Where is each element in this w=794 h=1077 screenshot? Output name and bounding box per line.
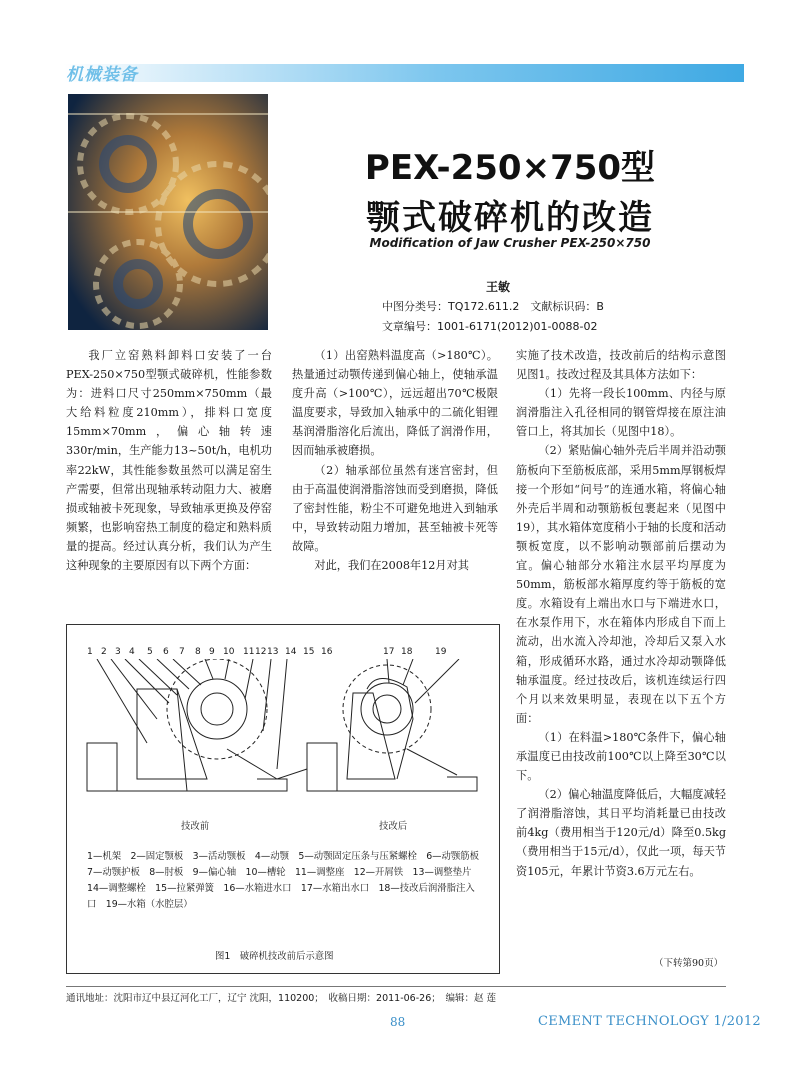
callout: 16 [321,647,333,657]
callout: 19 [435,647,447,657]
column-2 [292,346,498,575]
paragraph: （2）轴承部位虽然有迷宫密封，但由于高温使润滑脂溶蚀而受到磨损，降低了密封性能，粉尘不可避免地进入到轴承中，导致转动阻力增加，甚至轴被卡死等故障。 [292,463,498,553]
callout: 9 [209,647,215,657]
callout: 11 [243,647,255,657]
gears-image [68,94,268,330]
callout: 15 [303,647,315,657]
header-band [64,64,744,82]
callout: 6 [163,647,169,657]
callout: 10 [223,647,235,657]
paragraph: 实施了技术改造，技改前后的结构示意图见图1。技改过程及其具体方法如下： [516,349,726,382]
callout: 7 [179,647,185,657]
gears-photo [68,94,268,330]
footnote-address: 通讯地址：沈阳市辽中县辽河化工厂，辽宁 沈阳，110200； 收稿日期：2011-06-26； 编辑：赵 莲 [66,993,497,1004]
paragraph: （2）紧贴偏心轴外壳后半周并沿动颚筋板向下至筋板底部，采用5mm厚钢板焊接一个形如“问号”的连通水箱，将偏心轴外壳后半周和动颚筋板包裹起来（见图中19），其水箱体宽度稍小于轴的长度和活动颚板宽度，以不影响动颚部前后摆动为宜。偏心轴部分水箱注水层平均厚度为50mm，筋板部水箱厚度约等于筋板的宽度。水箱设有上端出水口与下端进水口，在水泵作用下，水在箱体内形成自下而上流动，出水流入冷却池，冷却后又泵入水箱，形成循环水路，通过水冷却动颚降低轴承温度。经过技改后，该机连续运行四个月以来效果明显，表现在以下五个方面： [516,444,727,725]
paragraph: 我厂立窑熟料卸料口安装了一台PEX-250×750型颚式破碎机，性能参数为：进料口尺寸250mm×750mm（最大给料粒度210mm），排料口宽度15mm×70mm，偏心轴转速330r/min，生产能力13~50t/h，电机功率22kW，其性能参数虽然可以满足窑生产需要，但常出现轴承转动阻力大、被磨损或轴被卡死现象，导致轴承更换及停窑频繁，也影响窑热工制度的稳定和熟料质量的提高。经过认真分析，我们认为产生这种现象的主要原因有以下两个方面： [66,349,272,573]
callout: 3 [115,647,121,657]
crusher-drawings [77,659,489,801]
column-3 [516,346,726,881]
callout: 14 [285,647,297,657]
clc-number: 中图分类号：TQ172.611.2 文献标识码：B [382,300,604,313]
figure-1 [66,624,500,974]
article-number: 文章编号：1001-6171(2012)01-0088-02 [382,320,598,333]
callout: 5 [147,647,153,657]
callout: 12 [255,647,267,657]
page-number: 88 [390,1015,406,1029]
callout: 8 [195,647,201,657]
figure-legend: 1—机架 2—固定颚板 3—活动颚板 4—动颚 5—动颚固定压条与压紧螺栓 6—动颚筋板 7—动颚护板 8—肘板 9—偏心轴 10—槽轮 11—调整座 12—开屑铁 13—调整垫片 14—调整螺栓 15—拉紧弹簧 16—水箱进水口 17—水箱出水口 18—技改后润滑脂注入口 19—水箱（水腔层） [87,851,489,910]
footer-rule [66,986,726,987]
paragraph: （1）先将一段长100mm、内径与原润滑脂注入孔径相同的钢管焊接在原注油管口上，将其加长（见图中18）。 [516,387,726,439]
callout: 17 [383,647,395,657]
column-1 [66,346,272,575]
title-line-2: 颚式破碎机的改造 [366,198,654,238]
callout: 4 [129,647,135,657]
continue-note: （下转第90页） [654,958,724,969]
callout: 1 [87,647,93,657]
title-line-1: PEX-250×750型 [364,148,656,188]
label-before: 技改前 [181,821,210,832]
paragraph: （1）出窑熟料温度高（>180℃）。热量通过动颚传递到偏心轴上，使轴承温度升高（>100℃），远远超出70℃极限温度要求，导致加入轴承中的二硫化钼锂基润滑脂溶化后流出，降低了润滑作用，因而轴承被磨损。 [292,349,498,458]
callout: 18 [401,647,413,657]
journal-name: CEMENT TECHNOLOGY 1/2012 [538,1014,761,1029]
callout: 2 [101,647,107,657]
label-after: 技改后 [379,821,408,832]
section-tag: 机械装备 [66,65,138,85]
author: 王敏 [486,280,511,294]
paragraph: 对此，我们在2008年12月对其 [314,559,469,573]
callout: 13 [267,647,279,657]
english-title: Modification of Jaw Crusher PEX-250×750 [369,236,651,250]
figure-caption: 图1 破碎机技改前后示意图 [215,951,334,962]
paragraph: （2）偏心轴温度降低后，大幅度减轻了润滑脂溶蚀，其日平均消耗量已由技改前4kg（费用相当于120元/d）降至0.5kg（费用相当于15元/d），仅此一项，每天节资105元，年累计节资3.6万元左右。 [516,788,726,878]
paragraph: （1）在料温>180℃条件下，偏心轴承温度已由技改前100℃以上降至30℃以下。 [516,730,726,783]
